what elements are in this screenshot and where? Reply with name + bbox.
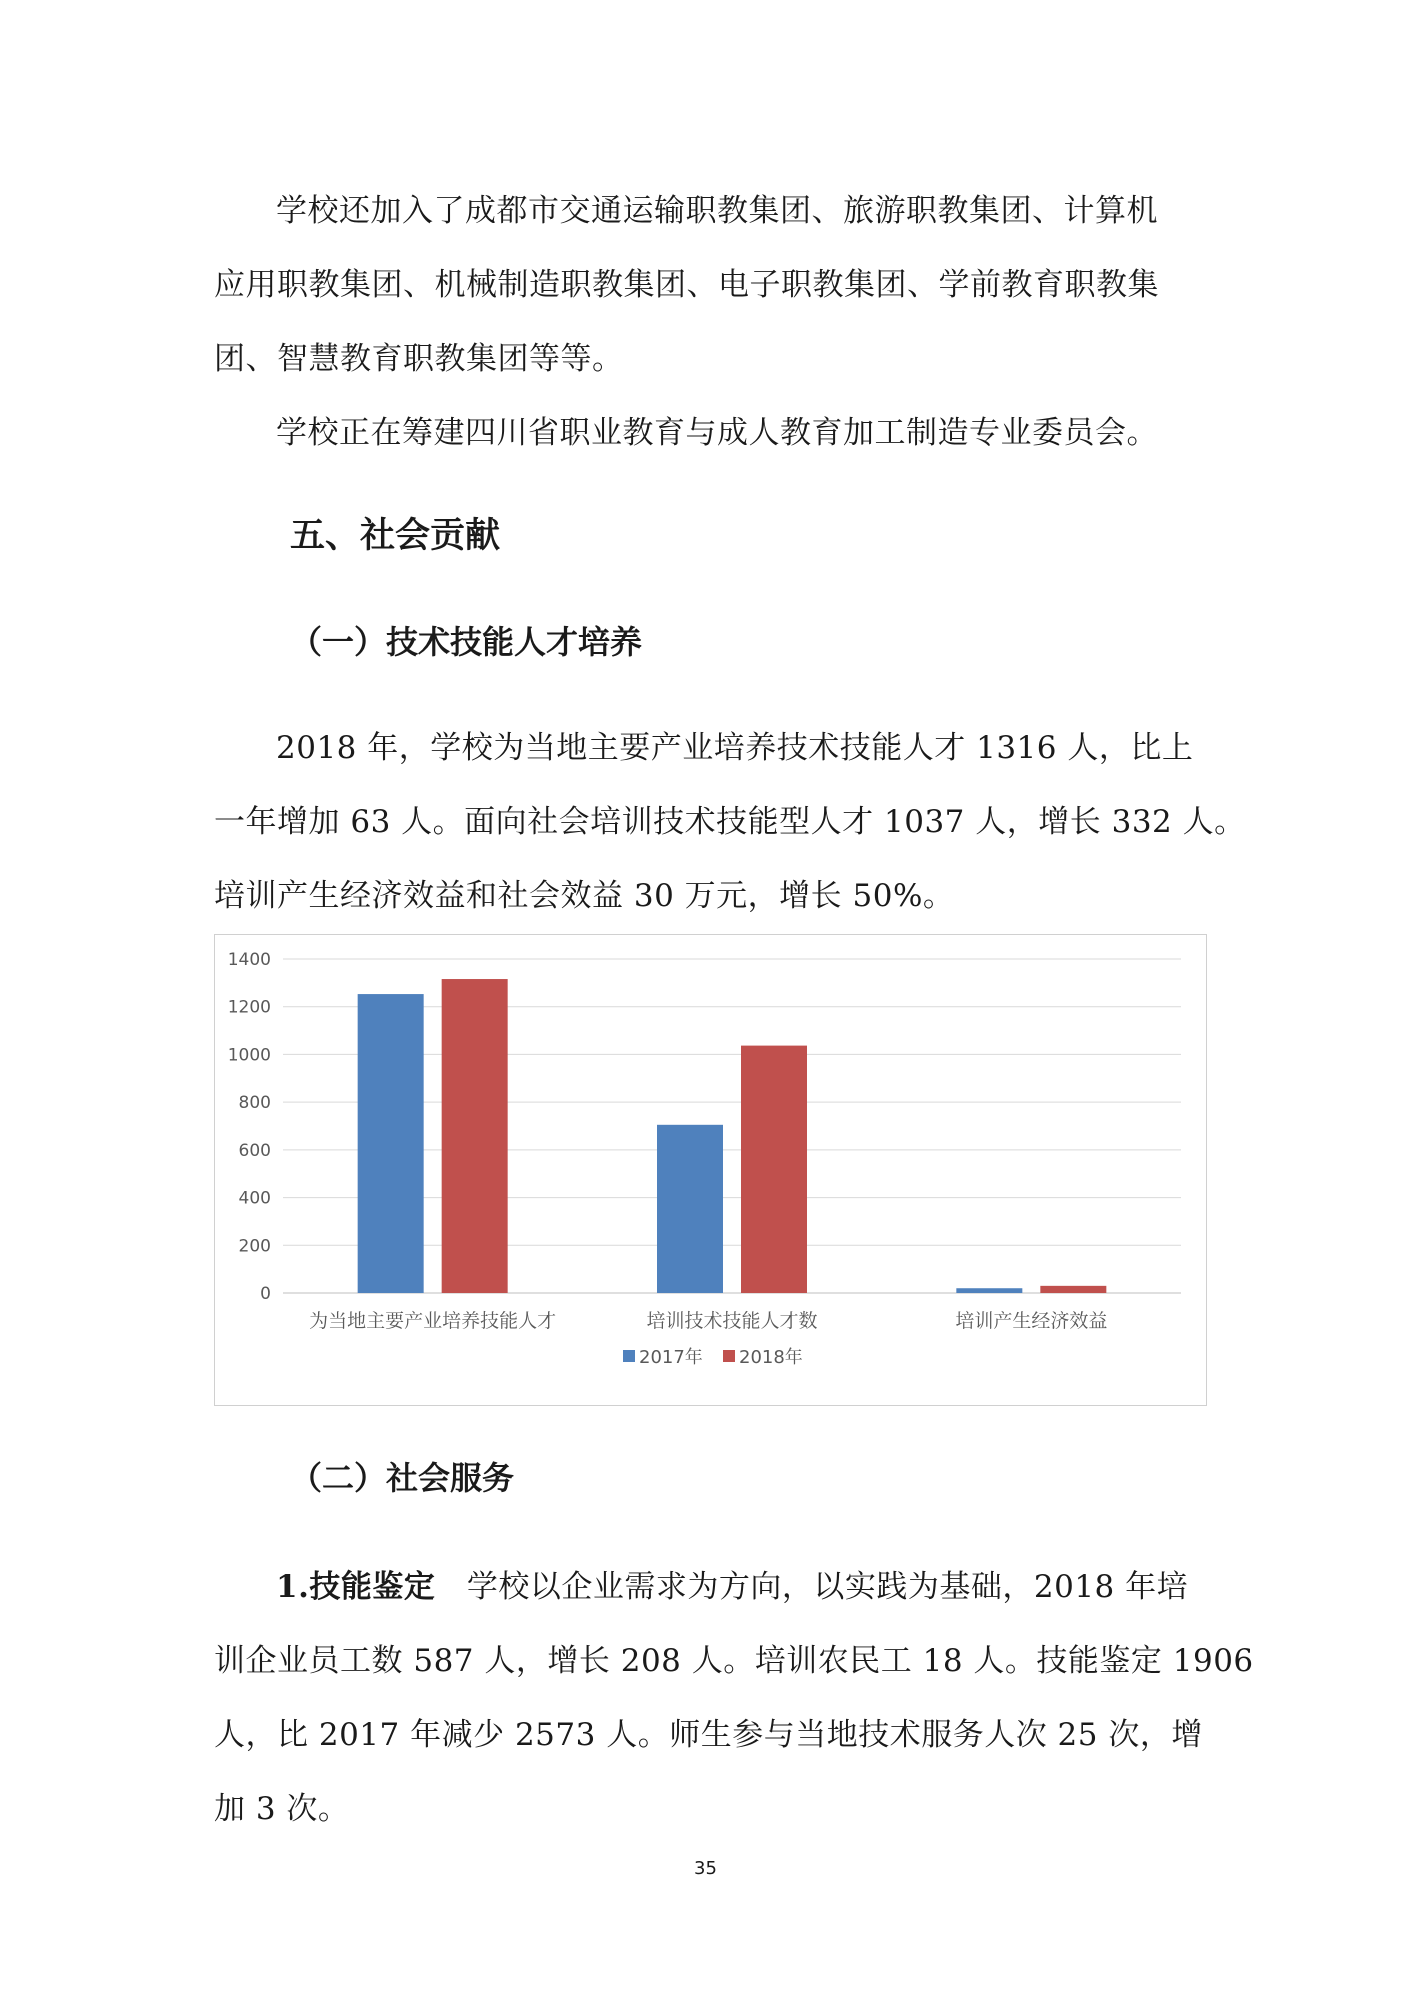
y-tick-label: 800 bbox=[238, 1093, 271, 1114]
x-tick-label: 培训产生经济效益 bbox=[955, 1310, 1108, 1332]
y-tick-label: 1400 bbox=[227, 950, 271, 970]
legend-swatch bbox=[723, 1350, 735, 1362]
legend-label: 2018年 bbox=[739, 1347, 803, 1368]
paragraph-1-line-1: 学校还加入了成都市交通运输职教集团、旅游职教集团、计算机 bbox=[276, 193, 1158, 229]
paragraph-4-line-4: 加 3 次。 bbox=[214, 1791, 350, 1827]
paragraph-3-line-3: 培训产生经济效益和社会效益 30 万元，增长 50%。 bbox=[214, 878, 955, 914]
bar bbox=[1040, 1286, 1106, 1293]
legend-label: 2017年 bbox=[639, 1347, 703, 1368]
y-tick-label: 0 bbox=[260, 1284, 271, 1304]
subsection-title-2: （二）社会服务 bbox=[290, 1459, 515, 1497]
bar bbox=[657, 1125, 723, 1293]
bar bbox=[358, 994, 424, 1293]
paragraph-4-line-1 bbox=[276, 1561, 1188, 1606]
paragraph-4-line-2: 训企业员工数 587 人，增长 208 人。培训农民工 18 人。技能鉴定 1906 bbox=[214, 1643, 1254, 1679]
paragraph-4-line-1-text: 学校以企业需求为方向，以实践为基础，2018 年培 bbox=[435, 1569, 1189, 1605]
bar bbox=[741, 1046, 807, 1293]
section-title: 五、社会贡献 bbox=[290, 515, 501, 556]
paragraph-2: 学校正在筹建四川省职业教育与成人教育加工制造专业委员会。 bbox=[276, 415, 1158, 451]
bar-chart-svg bbox=[215, 935, 1206, 1405]
bar-chart bbox=[214, 934, 1207, 1406]
bar bbox=[956, 1288, 1022, 1293]
y-tick-label: 600 bbox=[238, 1140, 271, 1161]
bar bbox=[442, 979, 508, 1293]
paragraph-3-line-1: 2018 年，学校为当地主要产业培养技术技能人才 1316 人，比上 bbox=[276, 730, 1194, 766]
y-tick-label: 1000 bbox=[227, 1045, 271, 1066]
paragraph-1-line-2: 应用职教集团、机械制造职教集团、电子职教集团、学前教育职教集 bbox=[214, 267, 1159, 303]
subsection-title-1: （一）技术技能人才培养 bbox=[290, 623, 643, 661]
page-number: 35 bbox=[694, 1858, 717, 1879]
y-tick-label: 200 bbox=[238, 1236, 271, 1257]
paragraph-1-line-3: 团、智慧教育职教集团等等。 bbox=[214, 341, 624, 377]
legend-swatch bbox=[623, 1350, 635, 1362]
paragraph-3-line-2: 一年增加 63 人。面向社会培训技术技能型人才 1037 人，增长 332 人。 bbox=[214, 804, 1246, 840]
y-tick-label: 400 bbox=[238, 1188, 271, 1209]
y-tick-label: 1200 bbox=[227, 997, 271, 1018]
x-tick-label: 为当地主要产业培养技能人才 bbox=[309, 1310, 557, 1332]
x-tick-label: 培训技术技能人才数 bbox=[646, 1310, 818, 1332]
paragraph-4-line-3: 人，比 2017 年减少 2573 人。师生参与当地技术服务人次 25 次，增 bbox=[214, 1717, 1203, 1753]
paragraph-4-lead: 1.技能鉴定 bbox=[276, 1569, 436, 1605]
